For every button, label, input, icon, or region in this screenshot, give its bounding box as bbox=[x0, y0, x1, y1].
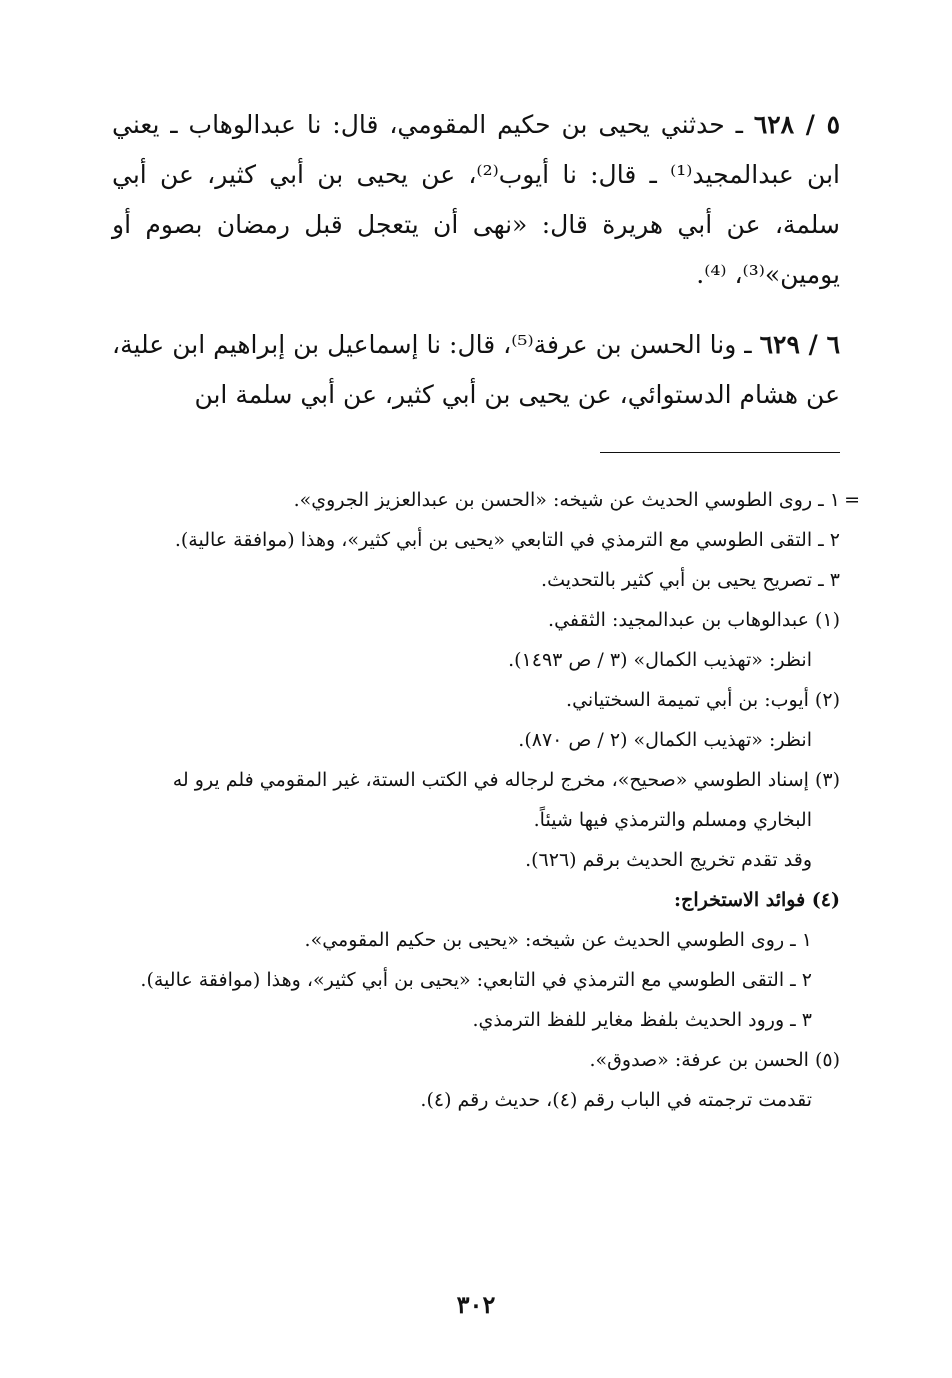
continuation-mark: = bbox=[844, 489, 860, 511]
main-text bbox=[112, 100, 840, 420]
hadith-number: ٦ / ٦٢٩ bbox=[759, 330, 840, 359]
footnote-heading: (٤) فوائد الاستخراج: bbox=[674, 889, 840, 911]
footnote-line: تقدمت ترجمته في الباب رقم (٤)، حديث رقم (٤). bbox=[420, 1089, 812, 1111]
footnote-line: (٥) الحسن بن عرفة: «صدوق». bbox=[589, 1049, 840, 1071]
hadith-628 bbox=[112, 100, 840, 300]
footnote-line: ٢ ـ التقى الطوسي مع الترمذي في التابعي «يحيى بن أبي كثير»، وهذا (موافقة عالية). bbox=[174, 529, 840, 551]
hadith-number: ٥ / ٦٢٨ bbox=[753, 110, 840, 139]
page-number: ٣٠٢ bbox=[456, 1290, 496, 1319]
hadith-text: ـ حدثني يحيى بن حكيم المقومي، قال: نا عبدالوهاب ـ يعني ابن عبدالمجيد⁽¹⁾ ـ قال: نا أيوب⁽²⁾، عن يحيى بن أبي كثير، عن أبي سلمة، عن أبي هريرة قال: «نهى أن يتعجل قبل رمضان بصوم أو يومين»⁽³⁾، ⁽⁴⁾. bbox=[112, 110, 840, 289]
footnote-separator bbox=[600, 452, 840, 453]
footnote-line: (٢) أيوب: بن أبي تميمة السختياني. bbox=[566, 689, 840, 711]
footnotes bbox=[112, 480, 860, 1120]
footnote-line: ٢ ـ التقى الطوسي مع الترمذي في التابعي: «يحيى بن أبي كثير»، وهذا (موافقة عالية). bbox=[140, 969, 812, 991]
hadith-629 bbox=[112, 320, 840, 420]
hadith-text: ـ ونا الحسن بن عرفة⁽⁵⁾، قال: نا إسماعيل بن إبراهيم ابن علية، عن هشام الدستوائي، عن يحيى بن أبي كثير، عن أبي سلمة ابن bbox=[112, 330, 840, 409]
footnote-line: ٣ ـ ورود الحديث بلفظ مغاير للفظ الترمذي. bbox=[472, 1009, 812, 1031]
footnote-line: ١ ـ روى الطوسي الحديث عن شيخه: «يحيى بن حكيم المقومي». bbox=[304, 929, 812, 951]
footnote-line: وقد تقدم تخريج الحديث برقم (٦٢٦). bbox=[525, 849, 812, 871]
footnote-line: ٣ ـ تصريح يحيى بن أبي كثير بالتحديث. bbox=[541, 569, 840, 591]
footnote-line: (٣) إسناد الطوسي «صحيح»، مخرج لرجاله في الكتب الستة، غير المقومي فلم يرو له البخاري ومسلم والترمذي فيها شيئاً. bbox=[172, 769, 840, 831]
footnote-line: انظر: «تهذيب الكمال» (٣ / ص ١٤٩٣). bbox=[508, 649, 812, 671]
footnote-line: (١) عبدالوهاب بن عبدالمجيد: الثقفي. bbox=[548, 609, 840, 631]
footnote-line: انظر: «تهذيب الكمال» (٢ / ص ٨٧٠). bbox=[518, 729, 812, 751]
footnote-line: = ١ ـ روى الطوسي الحديث عن شيخه: «الحسن بن عبدالعزيز الجروي». bbox=[112, 480, 840, 520]
